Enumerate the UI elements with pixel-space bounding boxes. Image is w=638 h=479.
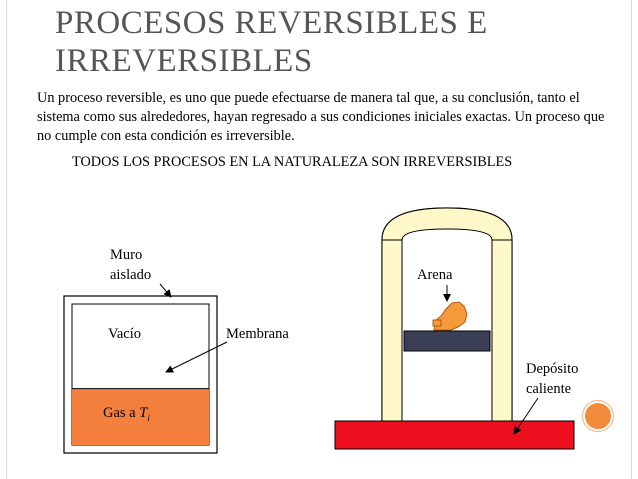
wall-label <box>110 245 151 285</box>
sand-label: Arena <box>417 267 453 283</box>
sand-grain <box>433 320 441 326</box>
title-line-2: IRREVERSIBLES <box>55 43 313 79</box>
wall-label-line-1: Muro <box>110 247 143 263</box>
gas-label <box>103 403 150 428</box>
gas-label-text: Gas a <box>103 405 140 421</box>
title-line-1: PROCESOS REVERSIBLES E <box>55 5 488 41</box>
cylinder-cap <box>382 208 512 240</box>
wall-label-line-2: aislado <box>110 267 152 283</box>
wall-pointer-arrow <box>160 284 171 297</box>
gas-temperature-symbol: T <box>139 405 148 421</box>
reservoir-label-line-1: Depósito <box>526 361 579 377</box>
reservoir-label <box>526 359 578 399</box>
gas-temperature-subscript: i <box>147 412 150 423</box>
definition-paragraph: Un proceso reversible, es uno que puede efectuarse de manera tal que, a su conclusión, tanto el sistema como sus alrededores, hayan regresado a sus condiciones iniciales exactas. Un proceso que no cumple con esta condición es irreversible. <box>37 90 605 144</box>
piston-cylinder <box>335 208 574 449</box>
irreversibility-note: TODOS LOS PROCESOS EN LA NATURALEZA SON IRREVERSIBLES <box>72 154 513 170</box>
vacuum-label: Vacío <box>108 326 142 342</box>
reservoir-label-line-2: caliente <box>526 381 572 397</box>
piston <box>404 331 490 351</box>
hot-reservoir <box>335 421 574 449</box>
decorative-circle-icon <box>583 401 613 431</box>
cylinder-left-wall <box>382 240 402 423</box>
cylinder-right-wall <box>492 240 512 423</box>
membrane-label: Membrana <box>226 326 289 342</box>
